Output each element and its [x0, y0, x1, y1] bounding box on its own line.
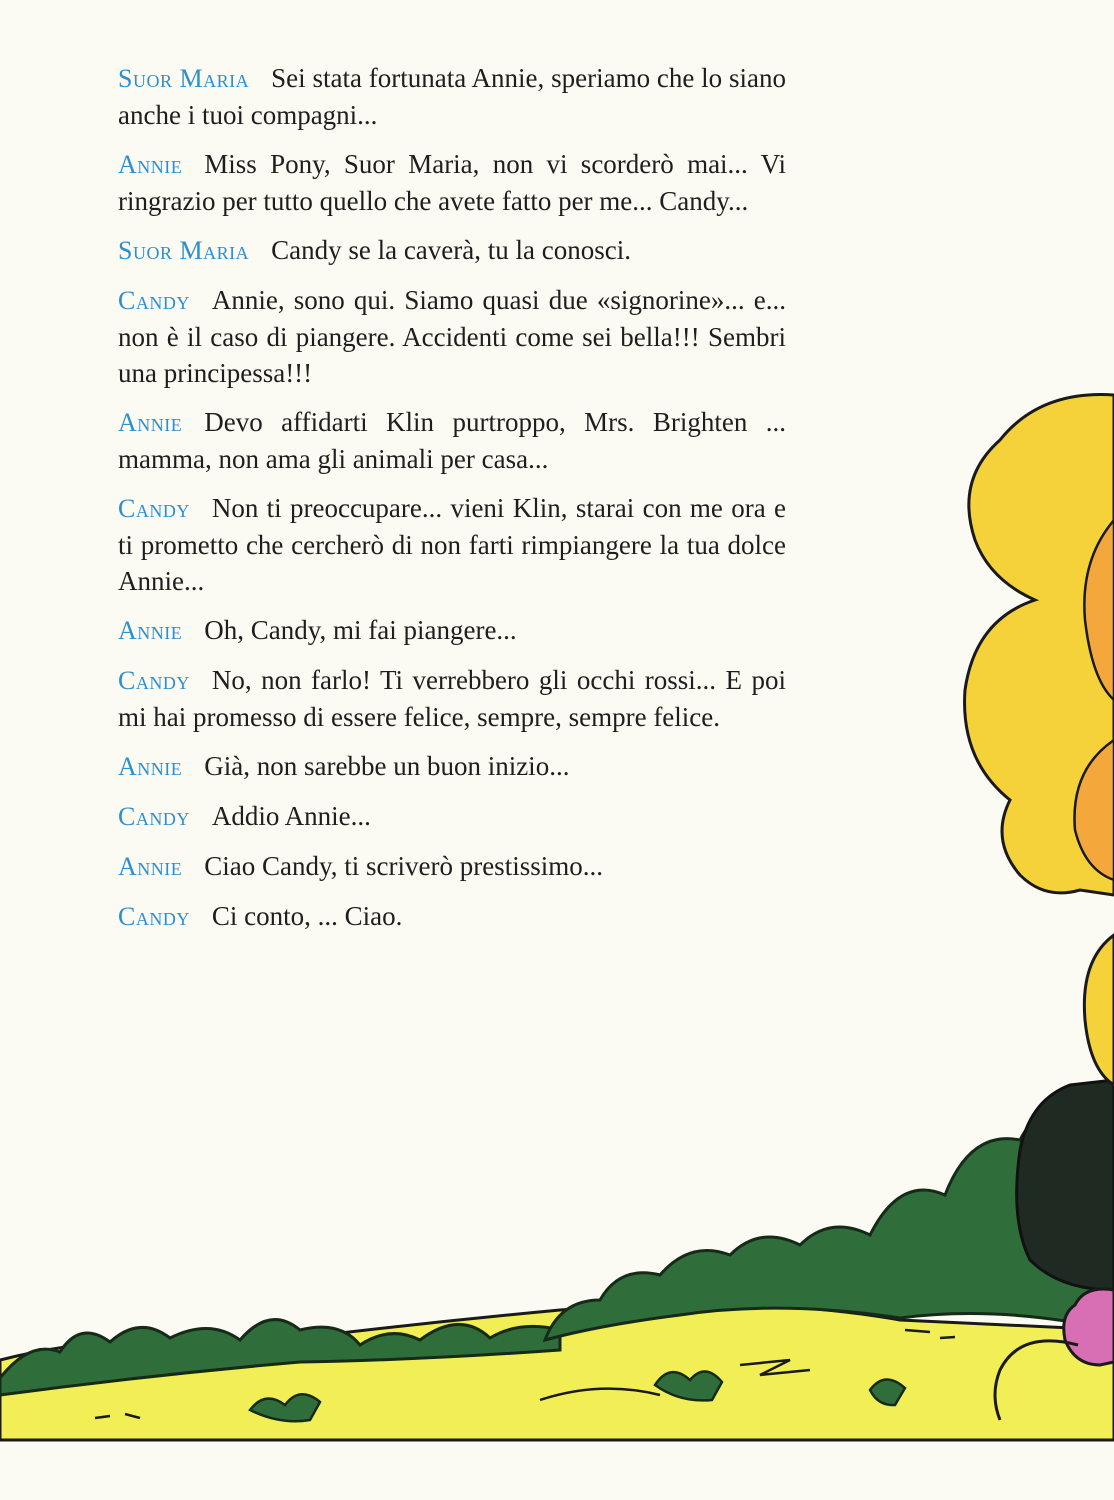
- speaker-name: Suor Maria: [118, 236, 250, 265]
- character-body: [1017, 1080, 1114, 1290]
- line-text: Candy se la caverà, tu la conosci.: [271, 235, 631, 265]
- dialogue-line: [118, 232, 786, 269]
- line-text: Sei stata fortunata Annie, speriamo che lo siano anche i tuoi compagni...: [118, 63, 786, 130]
- speaker-name: Candy: [118, 902, 190, 931]
- speaker-name: Candy: [118, 494, 190, 523]
- line-text: Ciao Candy, ti scriverò prestissimo...: [204, 851, 603, 881]
- dialogue-line: [118, 798, 786, 835]
- line-text: Devo affidarti Klin purtroppo, Mrs. Brighten ... mamma, non ama gli animali per casa...: [118, 407, 786, 474]
- line-text: Ci conto, ... Ciao.: [211, 901, 403, 931]
- speaker-name: Suor Maria: [118, 64, 250, 93]
- dialogue-line: [118, 490, 786, 599]
- dialogue-line: [118, 898, 786, 935]
- speaker-name: Annie: [118, 852, 183, 881]
- line-text: Oh, Candy, mi fai piangere...: [204, 615, 517, 645]
- line-text: Non ti preoccupare... vieni Klin, starai con me ora e ti prometto che cercherò di non farti rimpiangere la tua dolce Annie...: [118, 493, 786, 596]
- speaker-name: Annie: [118, 616, 183, 645]
- dialogue-line: [118, 282, 786, 391]
- line-text: Addio Annie...: [211, 801, 371, 831]
- dialogue-line: [118, 146, 786, 219]
- dialogue: [118, 60, 786, 948]
- dialogue-line: [118, 60, 786, 133]
- dialogue-line: [118, 404, 786, 477]
- line-text: Miss Pony, Suor Maria, non vi scorderò mai... Vi ringrazio per tutto quello che avete fatto per me... Candy...: [118, 149, 786, 216]
- speaker-name: Candy: [118, 286, 190, 315]
- speaker-name: Candy: [118, 666, 190, 695]
- line-text: No, non farlo! Ti verrebbero gli occhi rossi... E poi mi hai promesso di essere felice, sempre, sempre felice.: [118, 665, 786, 732]
- dialogue-line: [118, 848, 786, 885]
- line-text: Annie, sono qui. Siamo quasi due «signorine»... e... non è il caso di piangere. Accidenti come sei bella!!! Sembri una principessa!!!: [118, 285, 786, 388]
- line-text: Già, non sarebbe un buon inizio...: [204, 751, 570, 781]
- speaker-name: Annie: [118, 752, 183, 781]
- character-hair-lower: [1084, 935, 1114, 1085]
- speaker-name: Candy: [118, 802, 190, 831]
- dialogue-line: [118, 612, 786, 649]
- dialogue-line: [118, 662, 786, 735]
- speaker-name: Annie: [118, 150, 183, 179]
- speaker-name: Annie: [118, 408, 183, 437]
- dialogue-line: [118, 748, 786, 785]
